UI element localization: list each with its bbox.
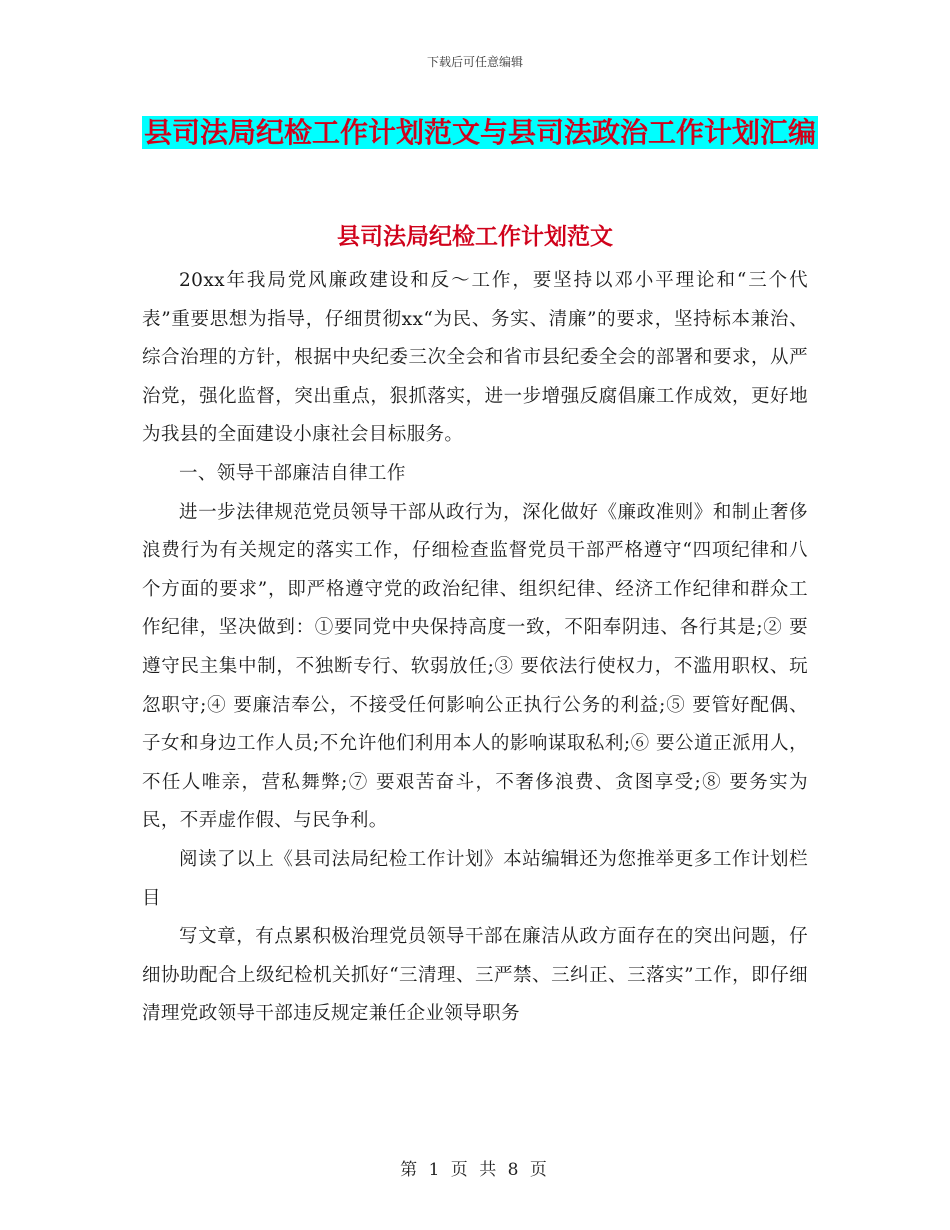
page-number: 第 1 页 共 8 页	[400, 1160, 550, 1180]
paragraph: 进一步法律规范党员领导干部从政行为，深化做好《廉政准则》和制止奢侈浪费行为有关规定的落实工作，仔细检查监督党员干部严格遵守“四项纪律和八个方面的要求”，即严格遵守党的政治纪律、组织纪律、经济工作纪律和群众工作纪律，坚决做到：①要同党中央保持高度一致，不阳奉阴违、各行其是;② 要遵守民主集中制，不独断专行、软弱放任;③ 要依法行使权力，不滥用职权、玩忽职守;④ 要廉洁奉公，不接受任何影响公正执行公务的利益;⑤ 要管好配偶、子女和身边工作人员;不允许他们利用本人的影响谋取私利;⑥ 要公道正派用人，不任人唯亲，营私舞弊;⑦ 要艰苦奋斗，不奢侈浪费、贪图享受;⑧ 要务实为民，不弄虚作假、与民争利。	[142, 501, 808, 832]
paragraph: 20xx年我局党风廉政建设和反～工作，要坚持以邓小平理论和“三个代表”重要思想为指导，仔细贯彻xx“为民、务实、清廉”的要求，坚持标本兼治、综合治理的方针，根据中央纪委三次全会和省市县纪委全会的部署和要求，从严治党，强化监督，突出重点，狠抓落实，进一步增强反腐倡廉工作成效，更好地为我县的全面建设小康社会目标服务。	[142, 270, 808, 446]
page-header-note: 下载后可任意编辑	[426, 55, 523, 69]
section-title: 县司法局纪检工作计划范文	[337, 223, 613, 250]
paragraph-heading: 一、领导干部廉洁自律工作	[179, 462, 406, 484]
paragraph: 写文章，有点累积极治理党员领导干部在廉洁从政方面存在的突出问题，仔细协助配合上级纪检机关抓好“三清理、三严禁、三纠正、三落实”工作，即仔细清理党政领导干部违反规定兼任企业领导职务	[142, 926, 808, 1025]
paragraph: 阅读了以上《县司法局纪检工作计划》本站编辑还为您推举更多工作计划栏目	[142, 848, 808, 909]
document-title	[140, 110, 820, 156]
document-title-text: 县司法局纪检工作计划范文与县司法政治工作计划汇编	[143, 116, 816, 149]
document-body	[142, 262, 808, 1034]
